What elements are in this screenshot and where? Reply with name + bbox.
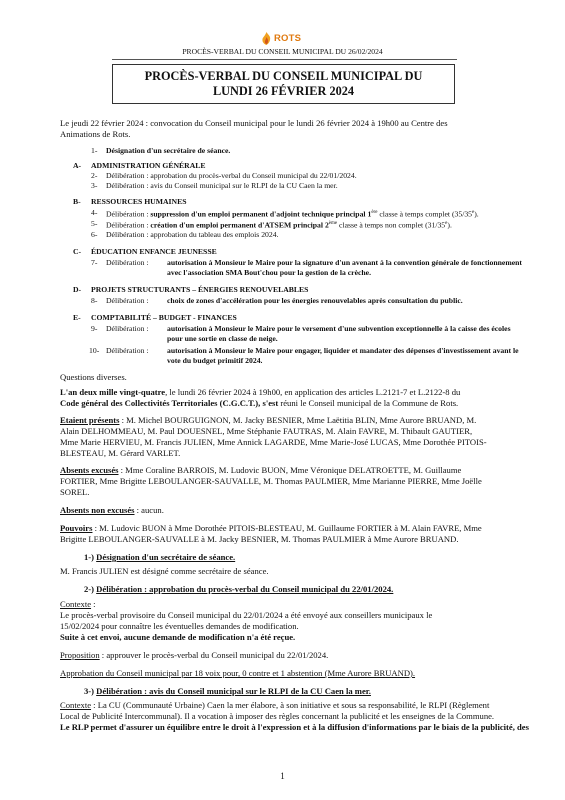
non-excuses-label: Absents non excusés <box>60 505 135 515</box>
agenda-item-2: Délibération : approbation du procès-verbal du Conseil municipal du 22/01/2024. <box>106 171 357 180</box>
agenda-item-10-prefix: Délibération : <box>106 346 149 355</box>
section-2-line-2: 15/02/2024 pour connaître les éventuelles demandes de modification. <box>60 621 299 631</box>
agenda-item-2-num: 2- <box>91 171 98 180</box>
agenda-item-10-line-2: vote du budget primitif 2024. <box>167 356 263 365</box>
title-line-2: LUNDI 26 FÉVRIER 2024 <box>212 84 355 98</box>
agenda-item-7-line-1: autorisation à Monsieur le Maire pour la signature d'un avenant à la convention générale de fonctionnement <box>167 258 522 267</box>
agenda-item-10-num: 10- <box>89 346 100 355</box>
section-c-title: ÉDUCATION ENFANCE JEUNESSE <box>91 247 217 256</box>
agenda-item-5-num: 5- <box>91 219 98 228</box>
section-c-letter: C- <box>73 247 82 256</box>
section-2-line-3: Suite à cet envoi, aucune demande de modification n'a été reçue. <box>60 632 296 642</box>
logo-flame-icon <box>261 32 272 45</box>
pouvoirs-label: Pouvoirs <box>60 523 93 533</box>
section-b-letter: B- <box>73 197 81 206</box>
questions-diverses: Questions diverses. <box>60 372 127 382</box>
agenda-item-9-num: 9- <box>91 324 98 333</box>
section-a-title: ADMINISTRATION GÉNÉRALE <box>91 161 206 170</box>
section-2-line-1: Le procès-verbal provisoire du Conseil municipal du 22/01/2024 a été envoyé aux conseillers municipaux le <box>60 610 433 620</box>
agenda-item-8-prefix: Délibération : <box>106 296 149 305</box>
section-2-contexte: Contexte : <box>60 599 96 609</box>
agenda-item-8: choix de zones d'accélération pour les énergies renouvelables après consultation du public. <box>167 296 463 305</box>
section-3-line-3: Le RLP permet d'assurer un équilibre entre le droit à l'expression et à la diffusion d'informations par le biais de la publicité, des <box>60 722 529 732</box>
agenda-item-9-prefix: Délibération : <box>106 324 149 333</box>
running-header: PROCÈS-VERBAL DU CONSEIL MUNICIPAL DU 26/02/2024 <box>182 47 383 56</box>
agenda-item-8-num: 8- <box>91 296 98 305</box>
pouvoirs-line-1: Pouvoirs : M. Ludovic BUON à Mme Dorothée PITOIS-BLESTEAU, M. Guillaume FORTIER à M. Alain FAVRE, Mme <box>60 523 482 533</box>
presents-line-3: Mme Marie HERVIEU, M. Francis JULIEN, Mme Annick LAGARDE, Mme Marie-José LUCAS, Mme Dorothée PITOIS- <box>60 437 487 447</box>
section-3-line-2: Local de Publicité Intercommunal). Il a vocation à imposer des règles concernant la publicité et les enseignes de la Commune. <box>60 711 495 721</box>
non-excuses-line: Absents non excusés : aucun. <box>60 505 164 515</box>
agenda-item-9-line-1: autorisation à Monsieur le Maire pour le versement d'une subvention exceptionnelle à la caisse des écoles <box>167 324 511 333</box>
presents-line-2: Alain DELHOMMEAU, M. Paul DOUESNEL, Mme Stéphanie FAUTRAS, M. Alain FAVRE, M. Thibault GAUTIER, <box>60 426 473 436</box>
section-2-heading: 2-) Délibération : approbation du procès-verbal du Conseil municipal du 22/01/2024. <box>84 584 394 594</box>
presents-line-4: BLESTEAU, M. Gérard VARLET. <box>60 448 181 458</box>
agenda-item-4: Délibération : suppression d'un emploi permanent d'adjoint technique principal 1ère classe à temps complet (35/35e). <box>106 209 479 219</box>
agenda-item-3-num: 3- <box>91 181 98 190</box>
section-d-letter: D- <box>73 285 82 294</box>
rots-logo <box>261 31 301 45</box>
intro-line-2: Animations de Rots. <box>60 129 131 139</box>
agenda-item-4-num: 4- <box>91 208 98 217</box>
section-a-letter: A- <box>73 161 82 170</box>
excuses-line-1: Absents excusés : Mme Coraline BARROIS, M. Ludovic BUON, Mme Véronique DELATROETTE, M. Guillaume <box>60 465 462 475</box>
section-1-heading: 1-) Désignation d'un secrétaire de séance. <box>84 552 236 562</box>
section-d-title: PROJETS STRUCTURANTS – ÉNERGIES RENOUVELABLES <box>91 285 309 294</box>
section-2-proposition: Proposition : approuver le procès-verbal du Conseil municipal du 22/01/2024. <box>60 650 329 660</box>
agenda-item-1-num: 1- <box>91 146 98 155</box>
excuses-line-2: FORTIER, Mme Brigitte LEBOULANGER-SAUVALLE, M. Thomas PAULMIER, Mme Marianne PIERRE, Mme Joëlle <box>60 476 482 486</box>
section-e-letter: E- <box>73 313 81 322</box>
agenda-item-1: Désignation d'un secrétaire de séance. <box>106 146 231 155</box>
agenda-item-9-line-2: pour une sortie en classe de neige. <box>167 334 278 343</box>
opening-line-1: L'an deux mille vingt-quatre, le lundi 26 février 2024 à 19h00, en application des articles L.2121-7 et L.2122-8 du <box>60 387 461 397</box>
agenda-item-7-prefix: Délibération : <box>106 258 149 267</box>
document-title <box>112 64 455 104</box>
presents-label: Etaient présents <box>60 415 120 425</box>
opening-line-2: Code général des Collectivités Territoriales (C.G.C.T.), s'est réuni le Conseil municipal de la Commune de Rots. <box>60 398 459 408</box>
agenda-item-10-line-1: autorisation à Monsieur le Maire pour engager, liquider et mandater des dépenses d'investissement avant le <box>167 346 519 355</box>
presents-line-1: Etaient présents : M. Michel BOURGUIGNON, M. Jacky BESNIER, Mme Laëtitia BLIN, Mme Aurore BRUAND, M. <box>60 415 477 425</box>
agenda-item-7-num: 7- <box>91 258 98 267</box>
agenda-item-5: Délibération : création d'un emploi permanent d'ATSEM principal 2ème classe à temps non complet (31/35e). <box>106 220 452 230</box>
excuses-label: Absents excusés <box>60 465 119 475</box>
agenda-item-6-num: 6- <box>91 230 98 239</box>
section-3-line-1: Contexte : La CU (Communauté Urbaine) Caen la mer élabore, à son initiative et sous sa responsabilité, le RLPI (Règlement <box>60 700 490 710</box>
agenda-item-6: Délibération : approbation du tableau des emplois 2024. <box>106 230 279 239</box>
title-line-1: PROCÈS-VERBAL DU CONSEIL MUNICIPAL DU <box>144 69 423 83</box>
agenda-item-3: Délibération : avis du Conseil municipal sur le RLPI de la CU Caen la mer. <box>106 181 338 190</box>
section-1-text: M. Francis JULIEN est désigné comme secrétaire de séance. <box>60 566 269 576</box>
section-e-title: COMPTABILITÉ – BUDGET - FINANCES <box>91 313 237 322</box>
header-rule <box>112 59 457 60</box>
excuses-line-3: SOREL. <box>60 487 90 497</box>
agenda-item-7-line-2: avec l'association SMA Bout'chou pour la gestion de la crèche. <box>167 268 371 277</box>
pouvoirs-line-2: Brigitte LEBOULANGER-SAUVALLE à M. Jacky BESNIER, M. Thomas PAULMIER à Mme Aurore BRUAND. <box>60 534 459 544</box>
section-2-vote: Approbation du Conseil municipal par 18 voix pour, 0 contre et 1 abstention (Mme Aurore BRUAND). <box>60 668 416 678</box>
section-3-heading: 3-) Délibération : avis du Conseil municipal sur le RLPI de la CU Caen la mer. <box>84 686 371 696</box>
page-number: 1 <box>280 771 285 781</box>
logo-text: ROTS <box>274 32 302 44</box>
intro-line-1: Le jeudi 22 février 2024 : convocation du Conseil municipal pour le lundi 26 février 2024 à 19h00 au Centre des <box>60 118 448 128</box>
section-b-title: RESSOURCES HUMAINES <box>91 197 187 206</box>
